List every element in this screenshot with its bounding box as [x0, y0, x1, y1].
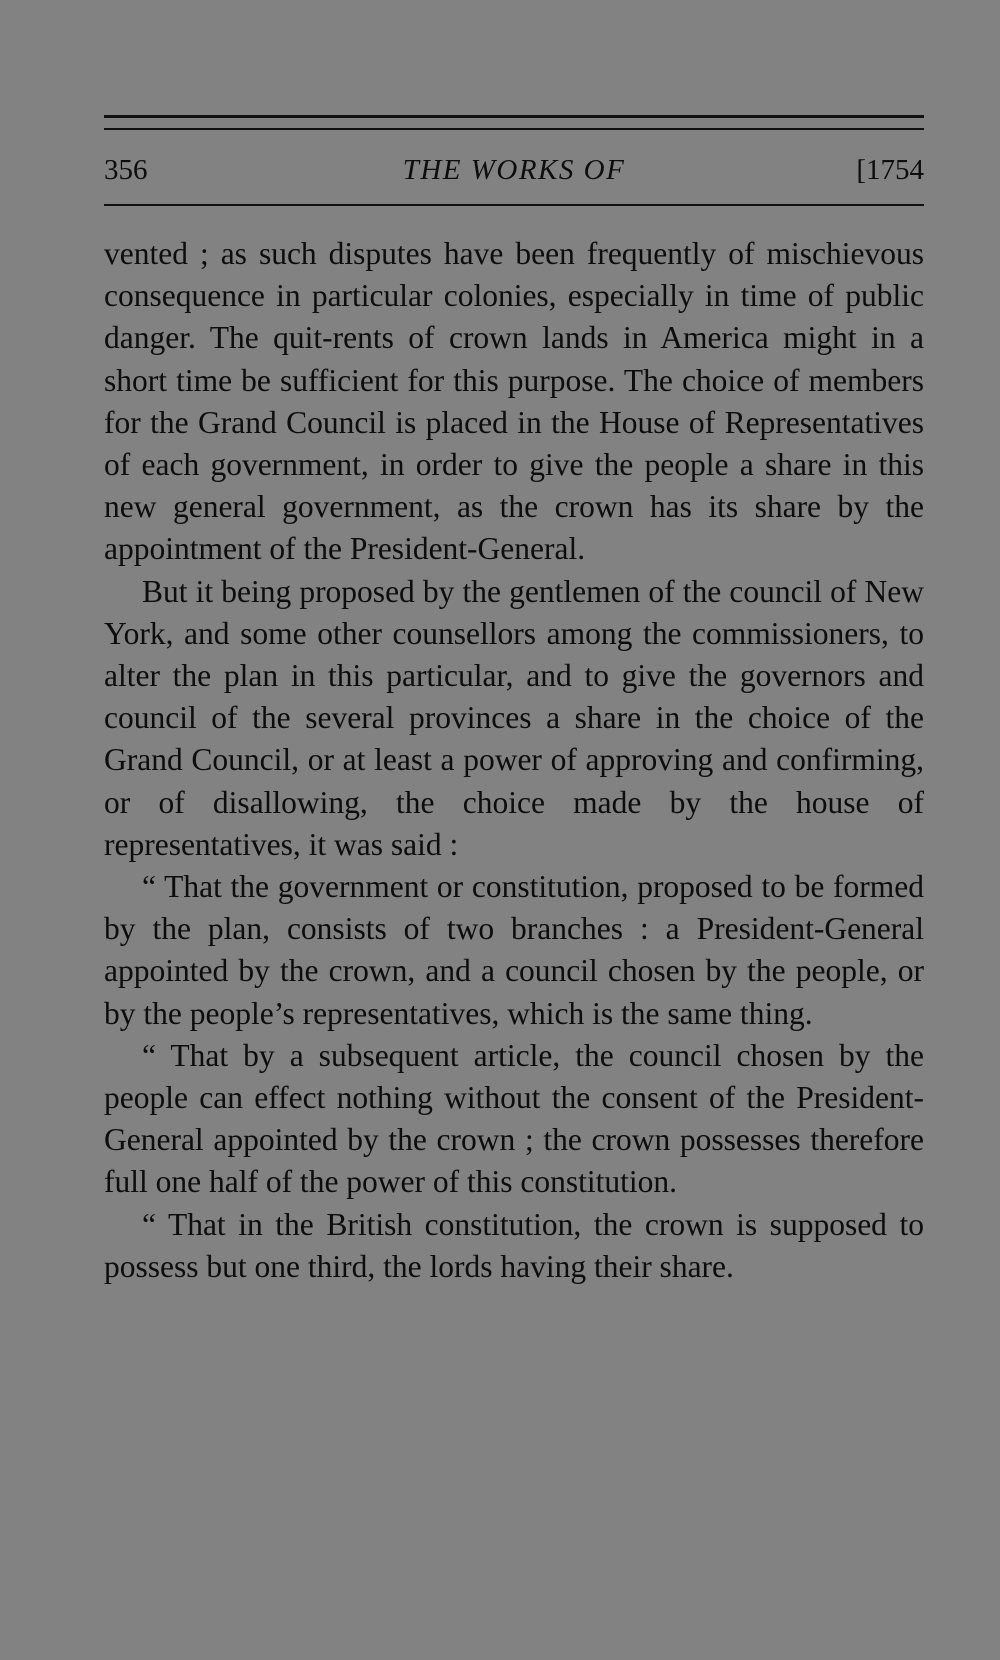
page-number: 356 [104, 154, 148, 186]
body-text [104, 233, 924, 1288]
running-head [104, 150, 924, 190]
header-rule-top [104, 115, 924, 118]
paragraph: But it being proposed by the gentlemen of the council of New York, and some other counsellors among the commissioners, to alter the plan in this particular, and to give the governors and council of the several provinces a share in the choice of the Grand Council, or at least a power of approving and confirming, or of disallowing, the choice made by the house of representatives, it was said : [104, 573, 924, 862]
running-year: [1754 [856, 154, 924, 186]
paragraph-quotation: “ That the government or constitution, proposed to be formed by the plan, consists of two branches : a President-General appointed by the crown, and a council chosen by the people, or by the people’s representatives, which is the same thing. [104, 869, 924, 1031]
paragraph-continued: vented ; as such disputes have been frequently of mischievous consequence in particular colonies, especially in time of public danger. The quit-rents of crown lands in America might in a short time be sufficient for this purpose. The choice of members for the Grand Council is placed in the House of Representatives of each government, in order to give the people a share in this new general government, as the crown has its share by the appointment of the President-General. [104, 236, 924, 567]
paragraph-quotation: “ That in the British constitution, the crown is supposed to possess but one third, the lords having their share. [104, 1206, 924, 1284]
header-rule-bottom [104, 204, 924, 206]
running-title: THE WORKS OF [402, 154, 626, 186]
paragraph-quotation: “ That by a subsequent article, the council chosen by the people can effect nothing without the consent of the President-General appointed by the crown ; the crown possesses therefore full one half of the power of this constitution. [104, 1037, 924, 1200]
header-rule-top-inner [104, 128, 924, 130]
